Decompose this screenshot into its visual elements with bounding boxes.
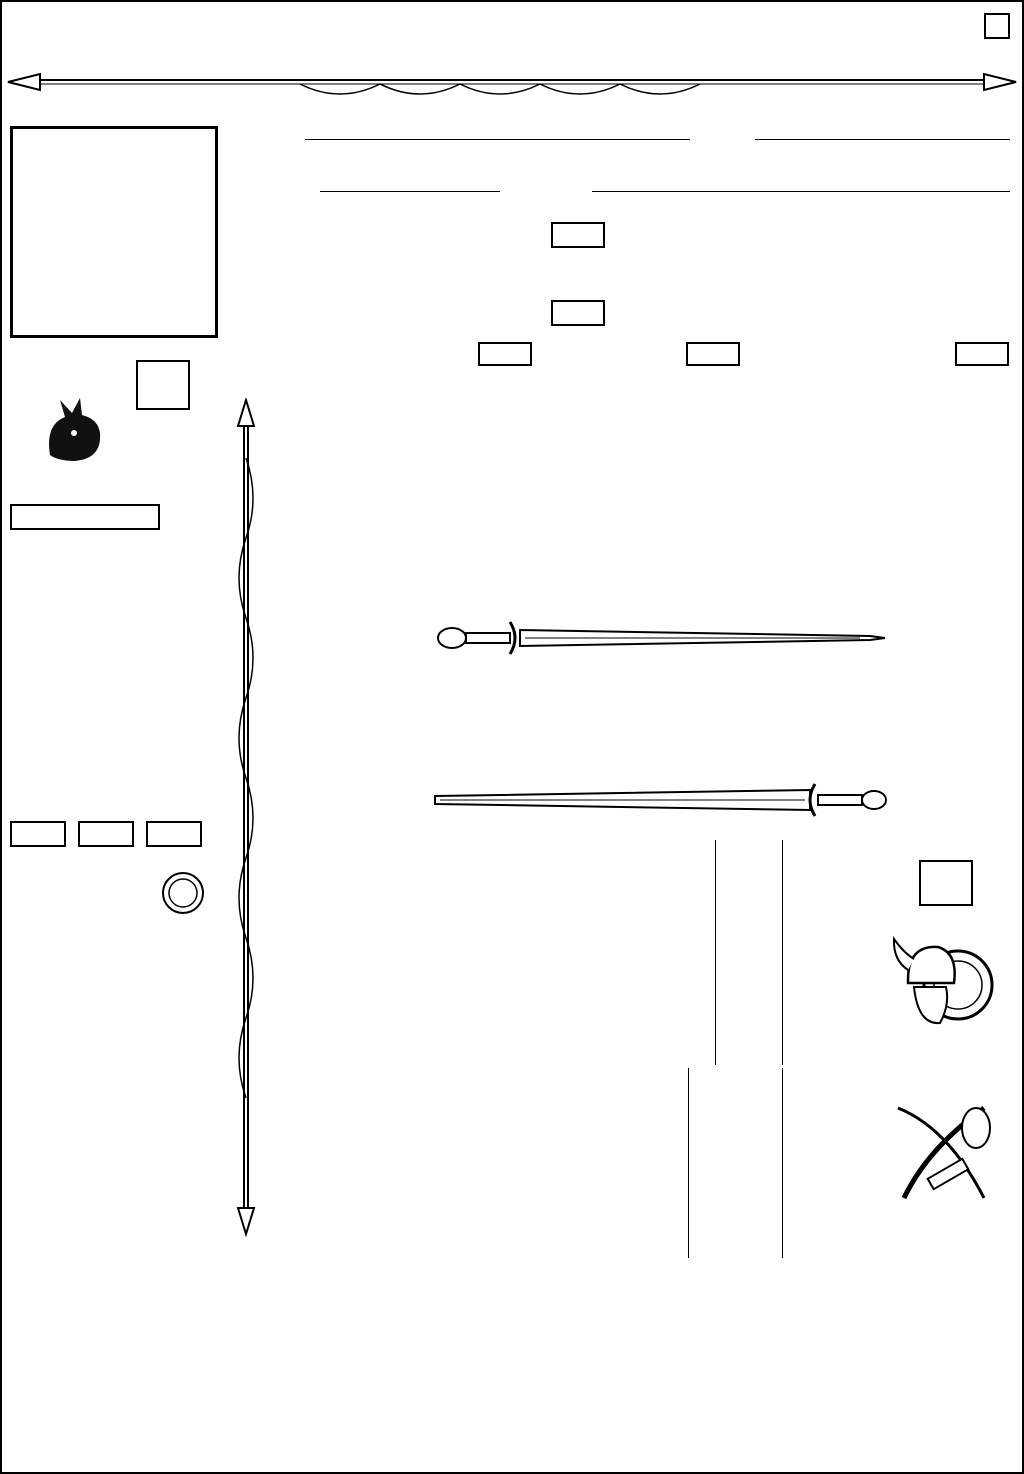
pnj-checkbox[interactable] <box>984 13 1010 39</box>
ev-max-box[interactable] <box>551 222 605 248</box>
magie-phys-box[interactable] <box>478 342 532 366</box>
destin-box-3[interactable] <box>146 821 202 847</box>
xp-box[interactable] <box>10 504 160 530</box>
spear-divider-icon <box>0 62 1024 102</box>
vertical-spear-icon <box>228 398 264 1238</box>
coin-icon <box>160 870 206 916</box>
portrait-box[interactable] <box>10 126 218 338</box>
destin-box-1[interactable] <box>10 821 66 847</box>
niveau-box[interactable] <box>136 360 190 410</box>
total-protection-box[interactable] <box>919 860 973 906</box>
destin-box-2[interactable] <box>78 821 134 847</box>
weapons-icon <box>888 1098 998 1208</box>
dragon-icon <box>40 395 106 465</box>
ea-max-box[interactable] <box>551 300 605 326</box>
resist-magie-box[interactable] <box>955 342 1009 366</box>
magie-psy-box[interactable] <box>686 342 740 366</box>
helmet-shield-icon <box>888 925 996 1035</box>
sword-icon <box>430 618 890 658</box>
sword-icon-2 <box>430 780 890 820</box>
